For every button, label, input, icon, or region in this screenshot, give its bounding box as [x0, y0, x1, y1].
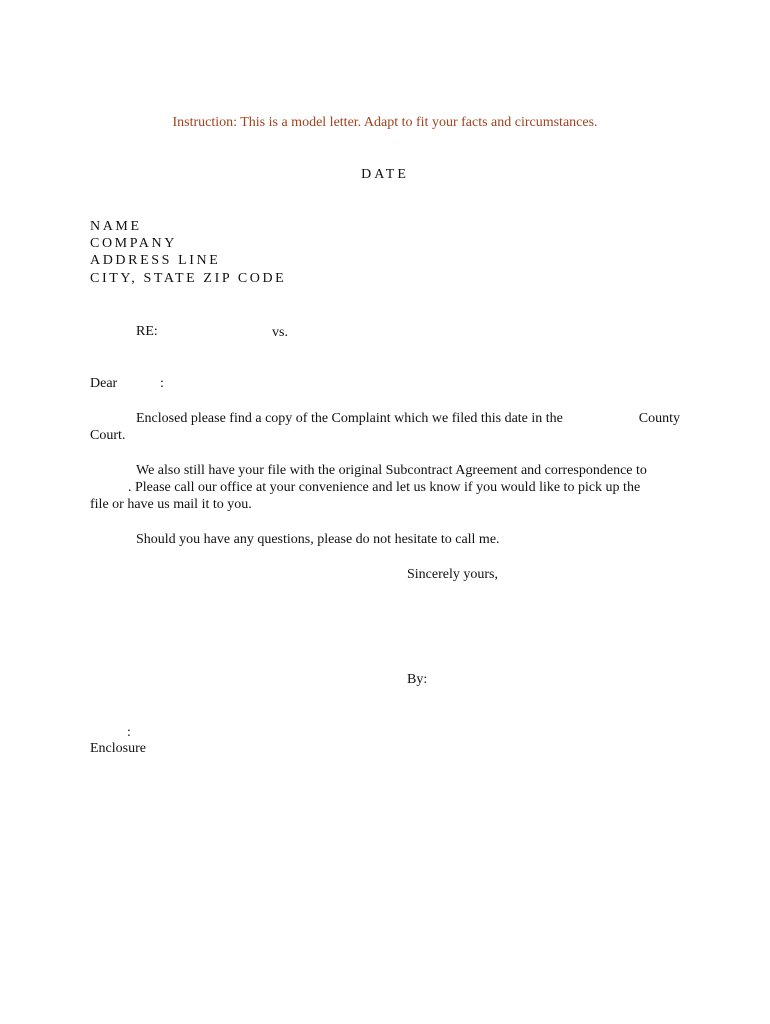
paragraph-file-line1: We also still have your file with the original Subcontract Agreement and correspondence to — [136, 463, 647, 478]
salutation-dear: Dear — [90, 376, 118, 391]
re-vs: vs. — [272, 325, 288, 340]
recipient-company: COMPANY — [90, 236, 177, 251]
enclosure-label: Enclosure — [90, 741, 146, 756]
paragraph-complaint-line2: Court. — [90, 428, 126, 443]
paragraph-complaint — [90, 410, 680, 444]
recipient-name: NAME — [90, 219, 142, 234]
paragraph-file — [90, 462, 680, 513]
re-label: RE: — [136, 324, 158, 339]
paragraph-file-line3: file or have us mail it to you. — [90, 497, 252, 512]
paragraph-questions — [90, 531, 680, 548]
paragraph-file-line2: . Please call our office at your convenience and let us know if you would like to pick up the — [128, 480, 641, 495]
enclosure-colon: : — [127, 725, 131, 740]
paragraph-complaint-line1: Enclosed please find a copy of the Complaint which we filed this date in the — [136, 411, 563, 426]
recipient-city-state-zip: CITY, STATE ZIP CODE — [90, 271, 287, 286]
instruction-note: Instruction: This is a model letter. Adapt to fit your facts and circumstances. — [172, 115, 598, 130]
salutation-colon: : — [160, 376, 164, 391]
recipient-address-line: ADDRESS LINE — [90, 253, 221, 268]
letter-date: DATE — [361, 167, 409, 182]
paragraph-complaint-county: County — [638, 411, 680, 426]
signature-by: By: — [407, 672, 428, 687]
paragraph-questions-text: Should you have any questions, please do not hesitate to call me. — [136, 532, 500, 547]
closing: Sincerely yours, — [407, 567, 498, 582]
